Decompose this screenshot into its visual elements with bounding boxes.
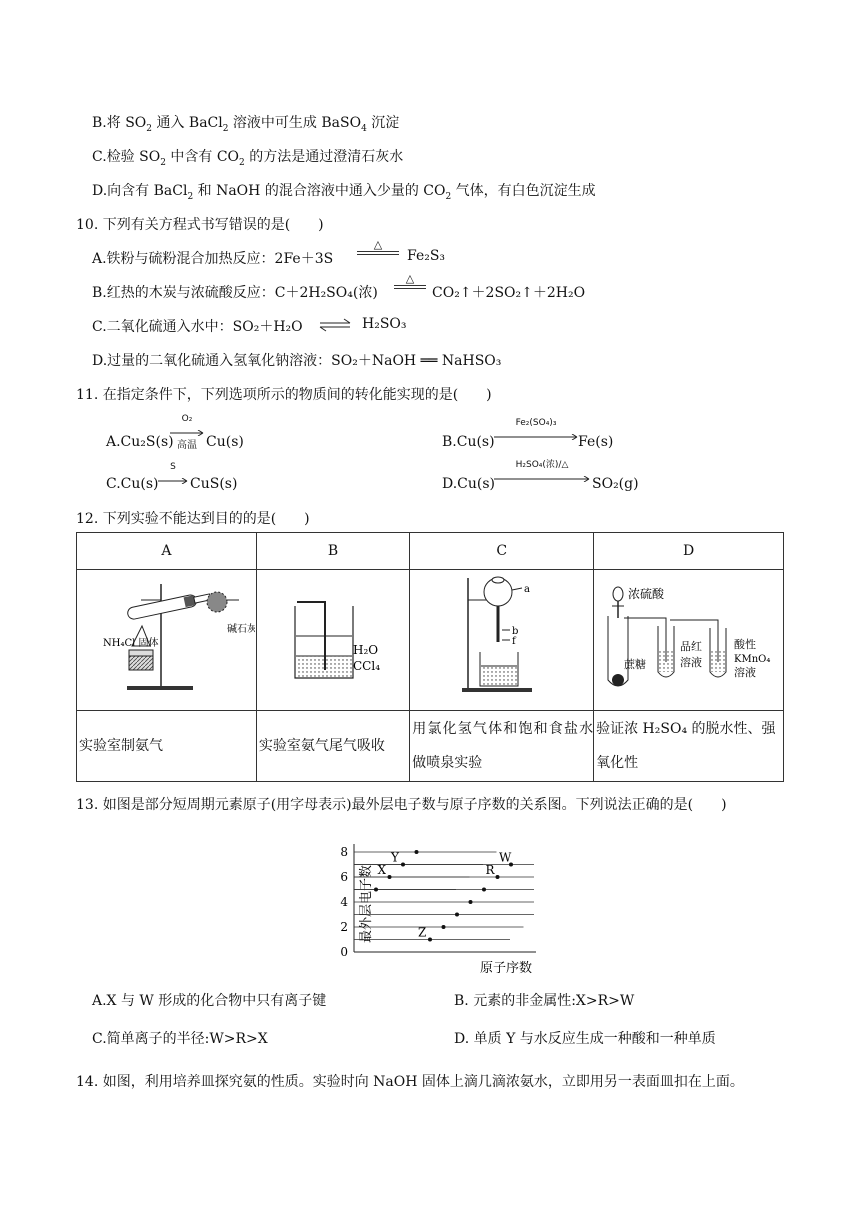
desc-c: 用氯化氢气体和饱和食盐水做喷泉实验 <box>410 711 594 782</box>
sulfuric-acid-apparatus <box>594 570 782 706</box>
q13-chart <box>316 840 556 978</box>
data-point <box>401 863 405 867</box>
label-b: b <box>512 626 519 637</box>
fuchsin-label-1: 品红 <box>680 640 703 653</box>
q9-option-d: D.向含有 BaCl$_2$ 和 NaOH 的混合溶液中通入少量的 $CO_2$ 气体，有白色沉淀生成 <box>92 183 596 202</box>
gas-absorption-apparatus <box>257 570 409 706</box>
data-point <box>415 850 419 854</box>
q12-stem: 12. 下列实验不能达到目的的是( ) <box>76 511 310 527</box>
fuchsin-label-2: 溶液 <box>680 656 703 669</box>
q13-option-b: B. 元素的非金属性:X>R>W <box>454 993 635 1009</box>
label-a: a <box>524 584 531 595</box>
q10-stem: 10. 下列有关方程式书写错误的是( ) <box>76 217 324 233</box>
q11-a-right: Cu(s) <box>206 434 244 450</box>
q14-stem: 14. 如图，利用培养皿探究氨的性质。实验时向 NaOH 固体上滴几滴浓氨水，立即用另一表面皿扣在上面。 <box>76 1074 744 1090</box>
q11-b-arrow: Fe₂(SO₄)₃ <box>494 418 578 444</box>
q11-b-left: B.Cu(s) <box>442 434 495 450</box>
q11-d-arrow: H₂SO₄(浓)/△ <box>494 460 590 486</box>
q10-option-b: B.红热的木炭与浓硫酸反应：C＋2H₂SO₄(浓) <box>92 285 378 301</box>
point-label: R <box>485 863 495 877</box>
desc-b: 实验室氨气尾气吸收 <box>256 711 409 782</box>
conc-acid-label: 浓硫酸 <box>628 587 665 601</box>
header-b: B <box>256 533 409 570</box>
data-point <box>469 900 473 904</box>
data-point <box>428 938 432 942</box>
data-point <box>482 888 486 892</box>
x-axis-label: 原子序数 <box>479 961 533 976</box>
apparatus-a-cell <box>77 570 257 711</box>
q10-a-product: Fe₂S₃ <box>407 248 446 264</box>
q11-a-arrow: O₂ 高温 <box>170 414 204 451</box>
apparatus-c-cell <box>410 570 594 711</box>
data-point <box>374 888 378 892</box>
q10-b-heat-arrow: △ <box>394 272 426 289</box>
q11-stem: 11. 在指定条件下，下列选项所示的物质间的转化能实现的是( ) <box>76 387 492 403</box>
label-f: f <box>512 636 516 647</box>
desc-a: 实验室制氨气 <box>77 711 257 782</box>
q9-option-c: C.检验 $SO_2$ 中含有 $CO_2$ 的方法是通过澄清石灰水 <box>92 149 404 168</box>
q13-stem: 13. 如图是部分短周期元素原子(用字母表示)最外层电子数与原子序数的关系图。下列说法正确的是( ) <box>76 797 727 813</box>
header-a: A <box>77 533 257 570</box>
header-d: D <box>594 533 784 570</box>
sugar-label: 蔗糖 <box>624 658 647 671</box>
data-point <box>388 875 392 879</box>
point-label: Y <box>391 850 399 865</box>
apparatus-b-cell <box>256 570 409 711</box>
y-tick-label: 6 <box>340 870 348 884</box>
y-axis-label: 最外层电子数 <box>359 864 374 944</box>
y-tick-label: 8 <box>340 845 348 859</box>
point-label: Z <box>418 925 427 940</box>
y-tick-label: 4 <box>340 895 348 909</box>
q12-table <box>76 532 784 782</box>
q11-a-left: A.Cu₂S(s) <box>106 434 174 450</box>
q11-c-right: CuS(s) <box>190 476 238 492</box>
q10-a-heat-arrow: △ <box>357 238 399 255</box>
soda-lime-label: 碱石灰 <box>227 624 255 635</box>
apparatus-d-cell <box>594 570 784 711</box>
q11-c-left: C.Cu(s) <box>106 476 159 492</box>
point-label: W <box>499 850 512 865</box>
q11-d-left: D.Cu(s) <box>442 476 496 492</box>
q10-b-product: CO₂↑＋2SO₂↑＋2H₂O <box>432 285 586 301</box>
kmno4-label-3: 溶液 <box>734 666 757 679</box>
q13-option-d: D. 单质 Y 与水反应生成一种酸和一种单质 <box>454 1031 716 1047</box>
h2o-label: H₂O <box>352 643 378 657</box>
q10-option-a: A.铁粉与硫粉混合加热反应：2Fe＋3S <box>92 251 334 267</box>
desc-d: 验证浓 H₂SO₄ 的脱水性、强氧化性 <box>594 711 784 782</box>
q11-d-right: SO₂(g) <box>592 476 639 492</box>
q9-option-b: B.将 $SO_2$ 通入 BaCl$_2$ 溶液中可生成 BaSO$_4$ 沉淀 <box>92 115 400 134</box>
kmno4-label-1: 酸性 <box>734 638 757 651</box>
q11-b-right: Fe(s) <box>578 434 614 450</box>
q11-c-arrow: S <box>158 462 188 488</box>
y-tick-label: 0 <box>340 945 348 959</box>
fountain-apparatus <box>410 570 592 706</box>
ccl4-label: CCl₄ <box>352 659 380 673</box>
q10-c-product: H₂SO₃ <box>362 316 407 332</box>
point-label: X <box>377 863 387 877</box>
nh4cl-label: NH₄Cl 固体 <box>103 638 159 649</box>
reversible-arrow-icon <box>318 318 352 332</box>
q10-option-c: C.二氧化硫通入水中：SO₂＋H₂O <box>92 319 303 335</box>
q10-option-d: D.过量的二氧化硫通入氢氧化钠溶液：SO₂＋NaOH ══ NaHSO₃ <box>92 353 502 369</box>
data-point <box>455 913 459 917</box>
q13-option-c: C.简单离子的半径:W>R>X <box>92 1031 268 1047</box>
q13-option-a: A.X 与 W 形成的化合物中只有离子键 <box>92 993 327 1009</box>
y-tick-label: 2 <box>340 920 348 934</box>
kmno4-label-2: KMnO₄ <box>734 654 771 665</box>
ammonia-prep-apparatus <box>77 570 255 706</box>
header-c: C <box>410 533 594 570</box>
data-point <box>496 875 500 879</box>
data-point <box>442 925 446 929</box>
